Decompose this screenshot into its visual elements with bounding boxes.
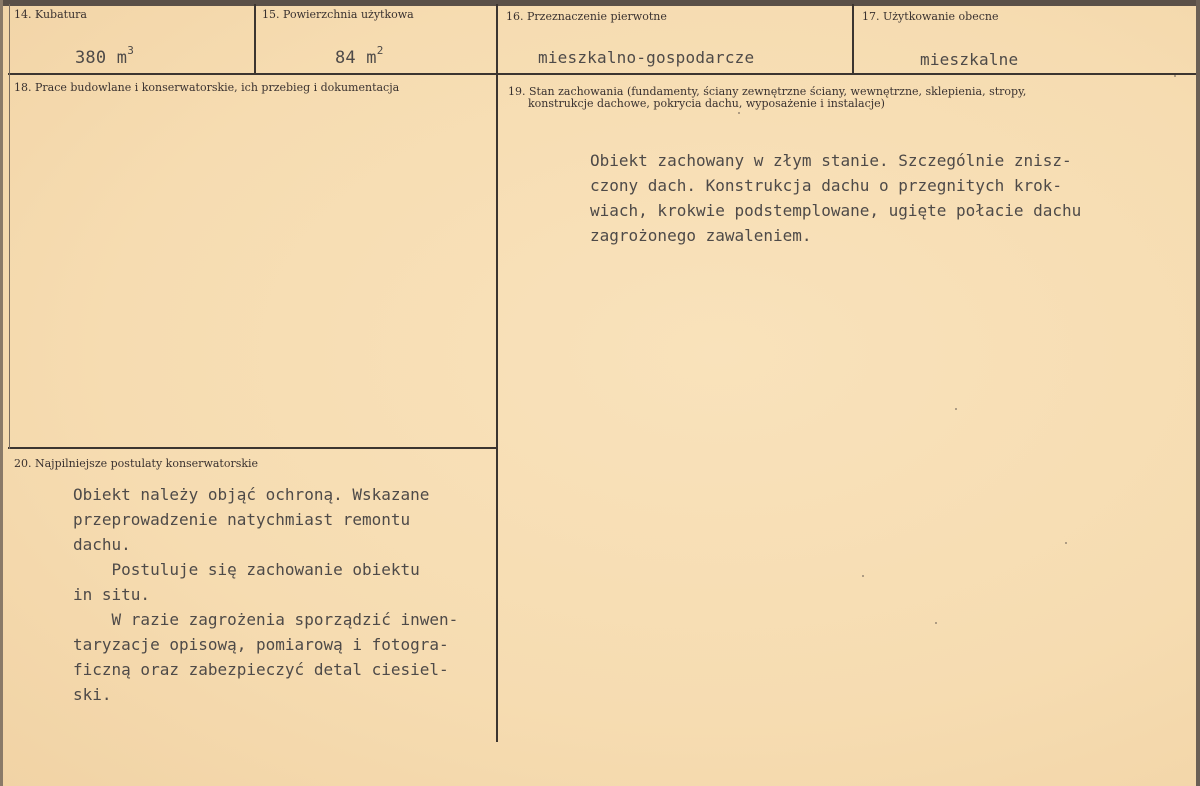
field-20-line: ficzną oraz zabezpieczyć detal ciesiel-: [73, 660, 449, 679]
field-20-line: in situ.: [73, 585, 151, 604]
field-18-label: 18. Prace budowlane i konserwatorskie, ich przebieg i dokumentacja: [14, 81, 400, 94]
paper-speck: [862, 575, 864, 577]
paper-speck: [935, 622, 937, 624]
field-20-text: [73, 482, 458, 707]
field-20-line: przeprowadzenie natychmiast remontu: [73, 510, 411, 529]
card-right-edge: [1196, 0, 1200, 786]
field-15-superscript: 2: [376, 44, 384, 57]
paper-speck: [955, 408, 957, 410]
field-19-line: czony dach. Konstrukcja dachu o przegnitych krok-: [590, 176, 1063, 195]
col-divider-main: [496, 4, 498, 742]
field-15-number: 84 m: [335, 48, 377, 68]
left-margin-line: [9, 4, 10, 449]
field-19-text: [590, 148, 1081, 248]
card-top-edge: [0, 0, 1200, 6]
paper-speck: [1065, 542, 1067, 544]
col-divider-14-15: [254, 4, 256, 74]
field-15-label: 15. Powierzchnia użytkowa: [262, 8, 414, 21]
field-19-line: wiach, krokwie podstemplowane, ugięte połacie dachu: [590, 201, 1082, 220]
field-20-line: W razie zagrożenia sporządzić inwen-: [73, 610, 459, 629]
paper-speck: [1174, 75, 1176, 77]
field-14-label: 14. Kubatura: [14, 8, 87, 21]
field-15-value: [335, 44, 384, 68]
field-20-line: Obiekt należy objąć ochroną. Wskazane: [73, 485, 430, 504]
row-divider-top: [8, 73, 1196, 75]
field-20-line: taryzacje opisową, pomiarową i fotogra-: [73, 635, 449, 654]
field-19-label-line1: 19. Stan zachowania (fundamenty, ściany zewnętrzne ściany, wewnętrzne, sklepienia, stropy,: [508, 85, 1027, 98]
field-20-line: ski.: [73, 685, 112, 704]
field-17-label: 17. Użytkowanie obecne: [862, 10, 999, 23]
field-17-value: mieszkalne: [920, 50, 1019, 69]
field-19-line: zagrożonego zawaleniem.: [590, 226, 812, 245]
field-16-value: mieszkalno-gospodarcze: [538, 48, 755, 67]
field-16-label: 16. Przeznaczenie pierwotne: [506, 10, 667, 23]
field-20-label: 20. Najpilniejsze postulaty konserwatorskie: [14, 457, 259, 470]
field-20-line: dachu.: [73, 535, 131, 554]
field-14-superscript: 3: [127, 44, 135, 57]
field-20-line: Postuluje się zachowanie obiektu: [73, 560, 420, 579]
card-left-edge: [0, 0, 3, 786]
paper-speck: [738, 112, 740, 114]
field-14-value: [75, 44, 134, 68]
col-divider-16-17: [852, 4, 854, 74]
field-14-number: 380 m: [75, 48, 128, 68]
field-19-line: Obiekt zachowany w złym stanie. Szczególnie znisz-: [590, 151, 1072, 170]
row-divider-left: [8, 447, 497, 449]
field-19-label-line2: konstrukcje dachowe, pokrycia dachu, wyposażenie i instalacje): [528, 97, 885, 110]
